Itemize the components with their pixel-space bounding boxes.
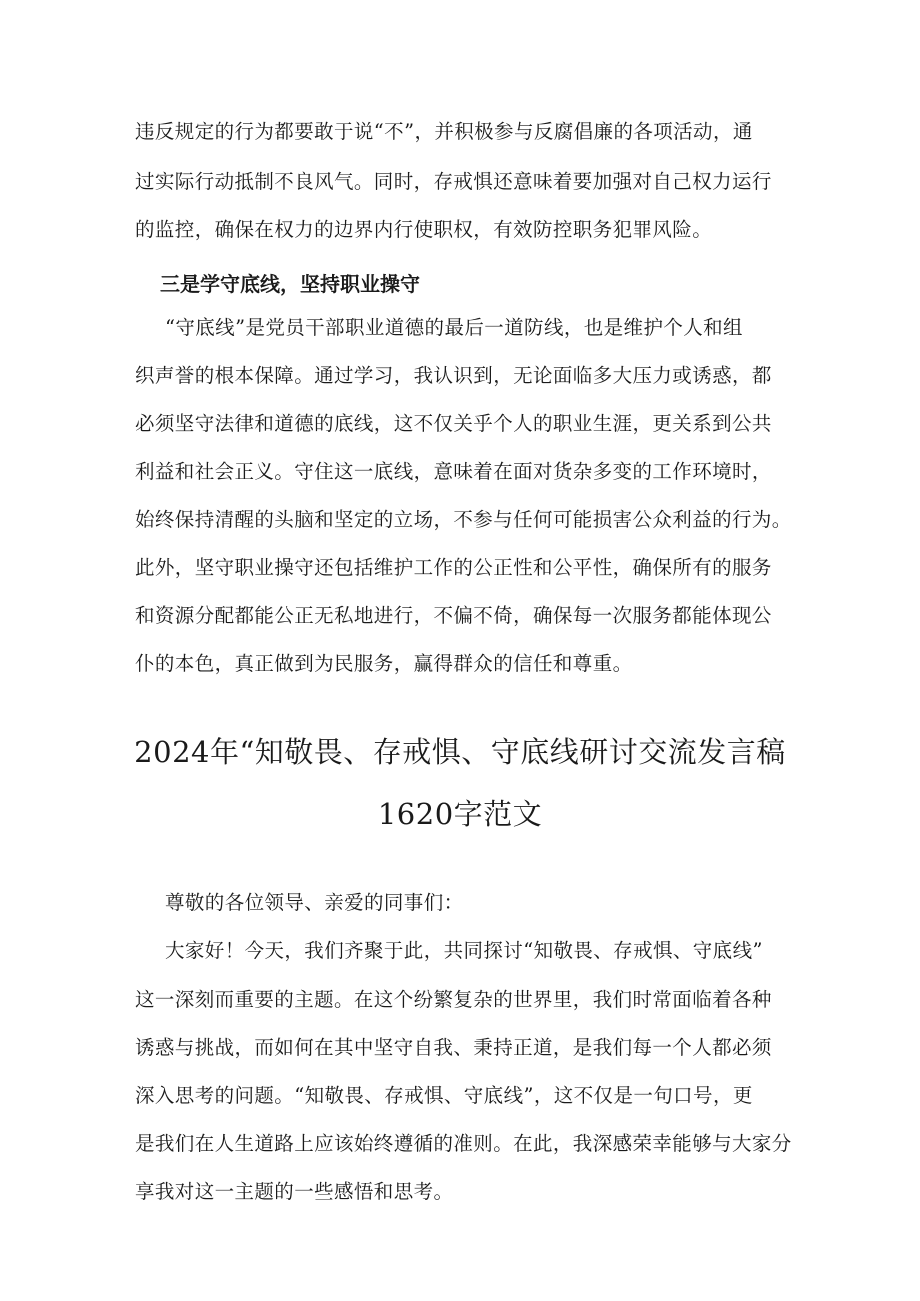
body-text-line: 享我对这一主题的一些感悟和思考。: [135, 1180, 454, 1203]
body-text-line: 这一深刻而重要的主题。在这个纷繁复杂的世界里，我们时常面临着各种: [135, 988, 772, 1011]
body-text-line: 的监控，确保在权力的边界内行使职权，有效防控职务犯罪风险。: [135, 218, 713, 241]
salutation: 尊敬的各位领导、亲爱的同事们：: [165, 891, 464, 914]
body-text-line: 始终保持清醒的头脑和坚定的立场，不参与任何可能损害公众利益的行为。: [135, 508, 792, 531]
article-title-line-1: 2024年“知敬畏、存戒惧、守底线研讨交流发言稿: [134, 735, 786, 769]
body-text-line: 此外，坚守职业操守还包括维护工作的公正性和公平性，确保所有的服务: [135, 556, 772, 579]
body-text-line: 必须坚守法律和道德的底线，这不仅关乎个人的职业生涯，更关系到公共: [135, 412, 772, 435]
section-heading: 三是学守底线，坚持职业操守: [160, 272, 420, 296]
body-text-line: 和资源分配都能公正无私地进行，不偏不倚，确保每一次服务都能体现公: [135, 604, 772, 627]
body-text-line: 利益和社会正义。守住这一底线，意味着在面对货杂多变的工作环境时，: [135, 460, 772, 483]
body-text-line: “守底线”是党员干部职业道德的最后一道防线，也是维护个人和组: [165, 316, 743, 339]
body-text-line: 仆的本色，真正做到为民服务，赢得群众的信任和尊重。: [135, 652, 633, 675]
body-text-line: 大家好！今天，我们齐聚于此，共同探讨“知敬畏、存戒惧、守底线”: [165, 939, 763, 962]
body-text-line: 是我们在人生道路上应该始终遵循的准则。在此，我深感荣幸能够与大家分: [135, 1132, 792, 1155]
body-text-line: 过实际行动抵制不良风气。同时，存戒惧还意味着要加强对自己权力运行: [135, 170, 772, 193]
article-title-line-2: 1620字范文: [377, 797, 543, 831]
body-text-line: 诱惑与挑战，而如何在其中坚守自我、秉持正道，是我们每一个人都必须: [135, 1036, 772, 1059]
body-text-line: 织声誉的根本保障。通过学习，我认识到，无论面临多大压力或诱惑，都: [135, 364, 772, 387]
body-text-line: 深入思考的问题。“知敬畏、存戒惧、守底线”，这不仅是一句口号，更: [135, 1084, 753, 1107]
body-text-line: 违反规定的行为都要敢于说“不”，并积极参与反腐倡廉的各项活动，通: [135, 120, 753, 143]
